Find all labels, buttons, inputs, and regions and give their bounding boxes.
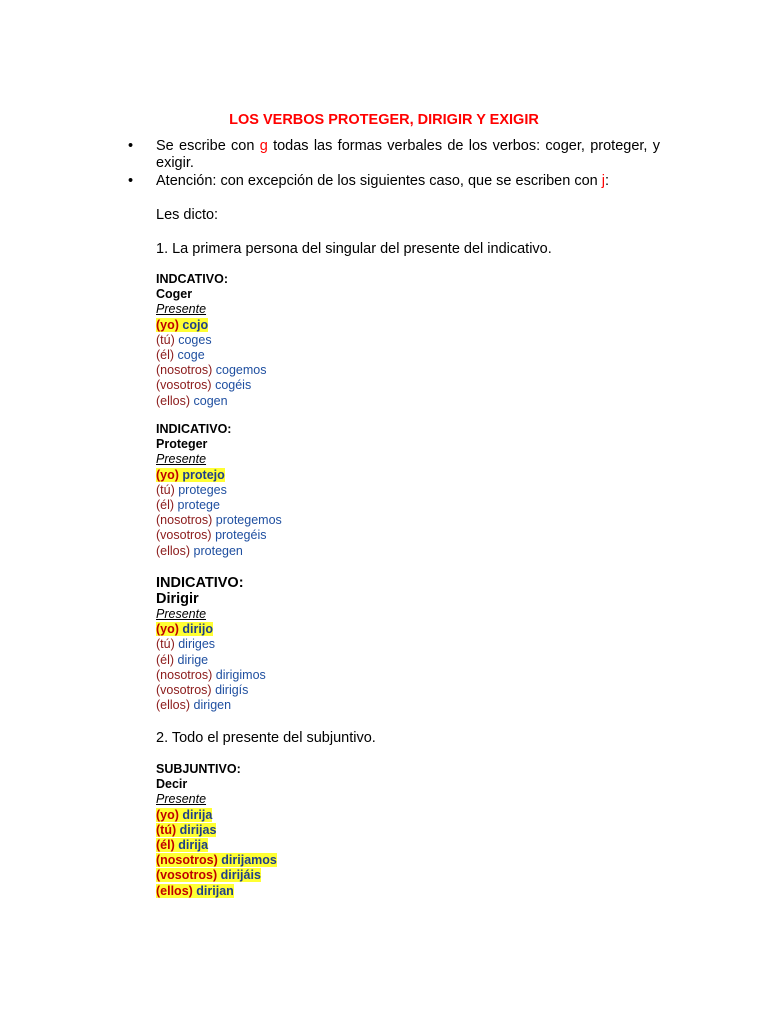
conj-row [156,868,277,883]
conj-row [156,653,266,668]
bullet-icon: • [128,138,134,154]
conj-row [156,468,282,483]
conj-row [156,498,282,513]
verb-form: coges [178,332,212,347]
mode-heading: INDICATIVO: [156,575,244,591]
verb-name: Decir [156,777,188,792]
conj-row [156,378,267,393]
verb-form: cogen [193,393,228,408]
bullet-1-letter-g: g [259,138,268,154]
pronoun: (vosotros) [156,528,212,543]
pronoun: (ellos) [156,883,193,898]
verb-form: cogéis [215,378,252,393]
verb-form: dirigen [193,698,232,713]
point-2: 2. Todo el presente del subjuntivo. [156,730,376,746]
bullet-2-text-end: : [604,173,610,189]
verb-form: protegemos [215,513,282,528]
tense-label: Presente [156,452,207,467]
conj-row [156,622,266,637]
pronoun: (nosotros) [156,853,218,868]
conjugation-coger [156,272,267,409]
conj-row [156,853,277,868]
pronoun: (tú) [156,822,177,837]
pronoun: (tú) [156,637,175,652]
les-dicto: Les dicto: [156,207,219,223]
conj-row [156,544,282,559]
verb-form: dirijas [179,822,217,837]
pronoun: (nosotros) [156,513,213,528]
conj-row [156,838,277,853]
verb-form: dirijan [196,883,234,898]
conj-row [156,333,267,348]
verb-form: dirijamos [221,853,277,868]
conjugation-subjuntivo [156,762,277,899]
pronoun: (yo) [156,467,179,482]
conj-row [156,668,266,683]
mode-heading: SUBJUNTIVO: [156,762,241,776]
verb-form: dirige [177,652,209,667]
conj-row [156,698,266,713]
pronoun: (yo) [156,622,179,637]
conj-row [156,683,266,698]
conj-row [156,348,267,363]
conj-row [156,637,266,652]
conj-row [156,528,282,543]
bullet-1-text-start: Se escribe con [156,138,260,154]
pronoun: (él) [156,838,175,853]
verb-form: protegen [193,543,243,558]
pronoun: (nosotros) [156,667,213,682]
conj-row [156,318,267,333]
pronoun: (él) [156,652,175,667]
verb-form: protege [177,498,220,513]
pronoun: (ellos) [156,698,191,713]
verb-form: dirigís [215,683,249,698]
bullet-item-2 [128,173,660,190]
conj-row [156,823,277,838]
verb-form: dirija [178,838,209,853]
verb-form: cogemos [215,363,267,378]
pronoun: (tú) [156,482,175,497]
verb-name: Coger [156,287,193,302]
pronoun: (ellos) [156,393,191,408]
verb-name: Dirigir [156,591,199,607]
pronoun: (tú) [156,332,175,347]
pronoun: (vosotros) [156,378,212,393]
bullet-item-1 [128,138,660,172]
verb-form: dirijo [182,622,213,637]
pronoun: (vosotros) [156,868,218,883]
verb-form: dirija [182,807,213,822]
pronoun: (él) [156,348,175,363]
verb-form: cojo [182,317,209,332]
bullet-list [128,138,660,191]
tense-label: Presente [156,607,207,621]
conj-row [156,884,277,899]
bullet-1-text-end: todas las formas verbales de los verbos: coger, proteger, y exigir. [156,138,660,171]
tense-label: Presente [156,792,207,807]
conj-row [156,394,267,409]
verb-form: coge [177,348,205,363]
pronoun: (yo) [156,807,179,822]
conjugation-proteger [156,422,282,559]
pronoun: (él) [156,498,175,513]
conjugation-dirigir [156,575,266,713]
conj-row [156,808,277,823]
bullet-2-letter-j: j [601,173,605,189]
bullet-icon: • [128,173,134,189]
tense-label: Presente [156,302,207,317]
verb-form: protegéis [215,528,267,543]
pronoun: (nosotros) [156,363,213,378]
conj-row [156,363,267,378]
bullet-2-text-start: Atención: con excepción de los siguientes caso, que se escriben con [156,173,602,189]
point-1: 1. La primera persona del singular del presente del indicativo. [156,241,552,257]
mode-heading: INDCATIVO: [156,272,228,286]
conj-row [156,513,282,528]
pronoun: (vosotros) [156,683,212,698]
verb-form: dirijáis [220,868,261,883]
verb-form: proteges [178,482,227,497]
pronoun: (yo) [156,317,179,332]
mode-heading: INDICATIVO: [156,422,232,436]
verb-form: diriges [178,637,216,652]
pronoun: (ellos) [156,543,191,558]
page-title: LOS VERBOS PROTEGER, DIRIGIR Y EXIGIR [229,112,539,128]
verb-form: protejo [182,467,225,482]
verb-name: Proteger [156,437,208,452]
verb-form: dirigimos [215,667,266,682]
conj-row [156,483,282,498]
